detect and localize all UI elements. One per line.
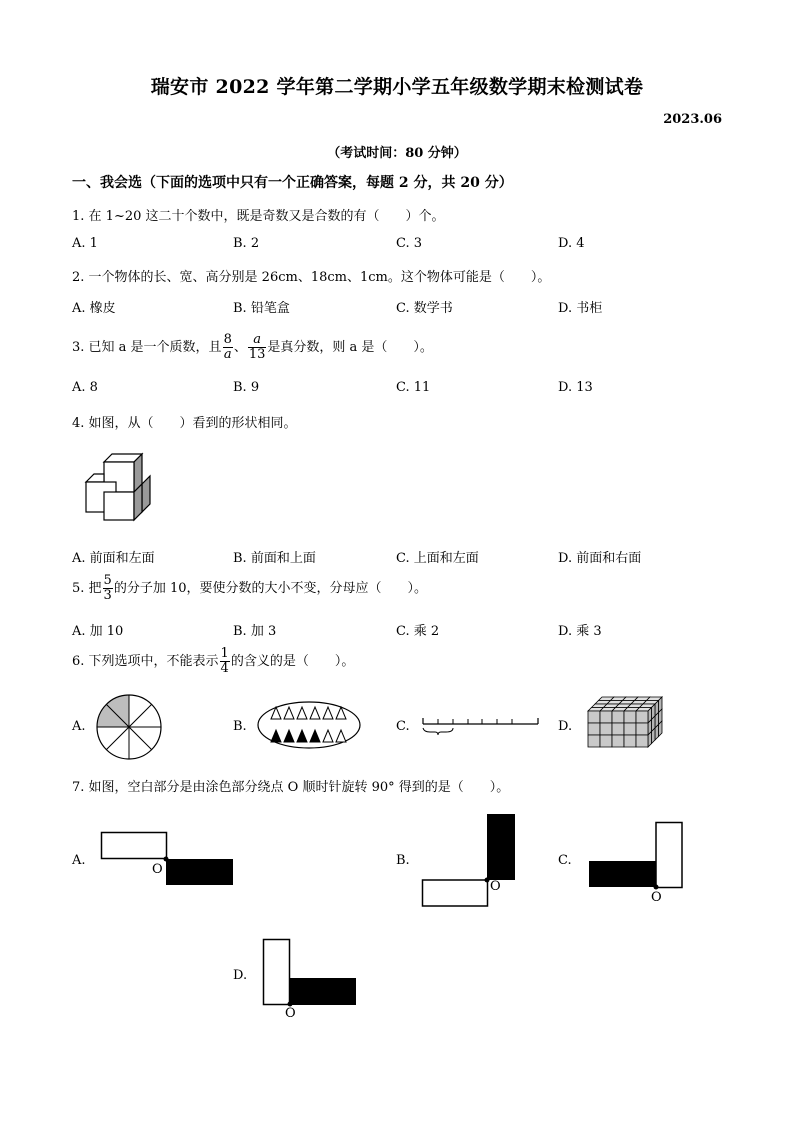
- cube-face: [624, 711, 636, 723]
- q5-option-a[interactable]: A. 加 10: [72, 624, 124, 639]
- q6-option-d[interactable]: D.: [558, 719, 573, 734]
- exam-date: 2023.06: [663, 112, 722, 127]
- cube-face: [588, 711, 600, 723]
- rotation-figure-b: [421, 813, 519, 909]
- triangle-outline: [323, 730, 333, 742]
- question-5: [72, 574, 427, 603]
- triangle-outline: [284, 707, 294, 719]
- q6-suffix: 的含义的是（ ）。: [230, 654, 355, 669]
- question-2: 2. 一个物体的长、宽、高分别是 26cm、18cm、1cm。这个物体可能是（ ）。: [72, 270, 551, 285]
- q7-option-d[interactable]: D.: [233, 968, 248, 983]
- cube-face: [588, 723, 600, 735]
- triangle-filled: [271, 730, 281, 742]
- cube-face: [624, 723, 636, 735]
- triangle-outline: [336, 730, 346, 742]
- triangles-oval-figure: [257, 700, 361, 750]
- q1-option-b[interactable]: B. 2: [233, 236, 260, 251]
- rotation-figure-c: [588, 821, 686, 891]
- cube-grid-figure: [586, 697, 660, 755]
- point-o-label-b: O: [490, 879, 501, 894]
- q5-option-d[interactable]: D. 乘 3: [558, 624, 602, 639]
- triangle-outline: [297, 707, 307, 719]
- point-o-label-d: O: [285, 1006, 296, 1021]
- q2-option-c[interactable]: C. 数学书: [396, 301, 453, 316]
- pie-circle-figure: [96, 694, 162, 760]
- cube-face: [636, 735, 648, 747]
- question-3: 3. 已知 a 是一个质数，且 $\frac{8}{a}$ 、 $\frac{a}{13}$ 是真分数，则 a 是（ ）。: [72, 332, 433, 362]
- point-o-label-a: O: [152, 862, 163, 877]
- cube-face: [612, 723, 624, 735]
- q2-option-b[interactable]: B. 铅笔盒: [233, 301, 290, 316]
- question-1: 1. 在 1~20 这二十个数中，既是奇数又是合数的有（ ）个。: [72, 209, 445, 224]
- q7-option-c[interactable]: C.: [558, 853, 572, 868]
- q2-option-d[interactable]: D. 书柜: [558, 301, 603, 316]
- page-title: 瑞安市 2022 学年第二学期小学五年级数学期末检测试卷: [150, 76, 644, 98]
- question-4: 4. 如图，从（ ）看到的形状相同。: [72, 416, 297, 431]
- q5-option-b[interactable]: B. 加 3: [233, 624, 277, 639]
- exam-time-note: （考试时间：80 分钟）: [327, 146, 467, 161]
- q5-suffix: 的分子加 10，要使分数的大小不变，分母应（ ）。: [113, 581, 428, 596]
- q3-suffix: 是真分数，则 a 是（ ）。: [267, 340, 433, 355]
- q3-option-b[interactable]: B. 9: [233, 380, 260, 395]
- q1-option-a[interactable]: A. 1: [72, 236, 98, 251]
- q4-option-c[interactable]: C. 上面和左面: [396, 551, 479, 566]
- q1-option-c[interactable]: C. 3: [396, 236, 423, 251]
- q3-option-d[interactable]: D. 13: [558, 380, 593, 395]
- q5-prefix: 5. 把: [72, 581, 102, 596]
- cube-face: [612, 735, 624, 747]
- q6-option-b[interactable]: B.: [233, 719, 247, 734]
- triangle-filled: [297, 730, 307, 742]
- cube-face: [636, 711, 648, 723]
- rotation-figure-a: [100, 831, 236, 887]
- triangle-filled: [310, 730, 320, 742]
- q6-option-a[interactable]: A.: [72, 719, 86, 734]
- q6-option-c[interactable]: C.: [396, 719, 410, 734]
- q4-option-d[interactable]: D. 前面和右面: [558, 551, 642, 566]
- cube-face: [624, 735, 636, 747]
- fraction-a-over-13: $\frac{a}{13}$: [248, 332, 266, 362]
- section-heading: 一、我会选（下面的选项中只有一个正确答案，每题 2 分，共 20 分）: [72, 175, 513, 191]
- rotation-figure-d: [262, 938, 358, 1008]
- q3-option-c[interactable]: C. 11: [396, 380, 431, 395]
- cube-face: [636, 723, 648, 735]
- q4-option-b[interactable]: B. 前面和上面: [233, 551, 316, 566]
- cube-face: [588, 735, 600, 747]
- q4-option-a[interactable]: A. 前面和左面: [72, 551, 155, 566]
- fraction-5-over-3: $\frac{5}{3}$: [103, 573, 112, 603]
- q2-option-a[interactable]: A. 橡皮: [72, 301, 116, 316]
- number-line-figure: [422, 716, 540, 738]
- triangle-outline: [310, 707, 320, 719]
- cube-face: [600, 711, 612, 723]
- triangle-outline: [323, 707, 333, 719]
- cube-face: [612, 711, 624, 723]
- q7-option-b[interactable]: B.: [396, 853, 410, 868]
- cube-face: [600, 723, 612, 735]
- q7-option-a[interactable]: A.: [72, 853, 86, 868]
- triangle-filled: [284, 730, 294, 742]
- q5-option-c[interactable]: C. 乘 2: [396, 624, 440, 639]
- q3-prefix: 3. 已知 a 是一个质数，且: [72, 340, 222, 355]
- point-o-label-c: O: [651, 890, 662, 905]
- cube-stack-figure: [84, 452, 156, 522]
- fraction-1-over-4: $\frac{1}{4}$: [220, 646, 229, 676]
- q6-prefix: 6. 下列选项中，不能表示: [72, 654, 219, 669]
- q3-option-a[interactable]: A. 8: [72, 380, 98, 395]
- question-6: [72, 647, 354, 676]
- cube-face: [600, 735, 612, 747]
- q1-option-d[interactable]: D. 4: [558, 236, 585, 251]
- fraction-8-over-a: $\frac{8}{a}$: [223, 332, 232, 362]
- question-7: 7. 如图，空白部分是由涂色部分绕点 O 顺时针旋转 90° 得到的是（ ）。: [72, 780, 510, 795]
